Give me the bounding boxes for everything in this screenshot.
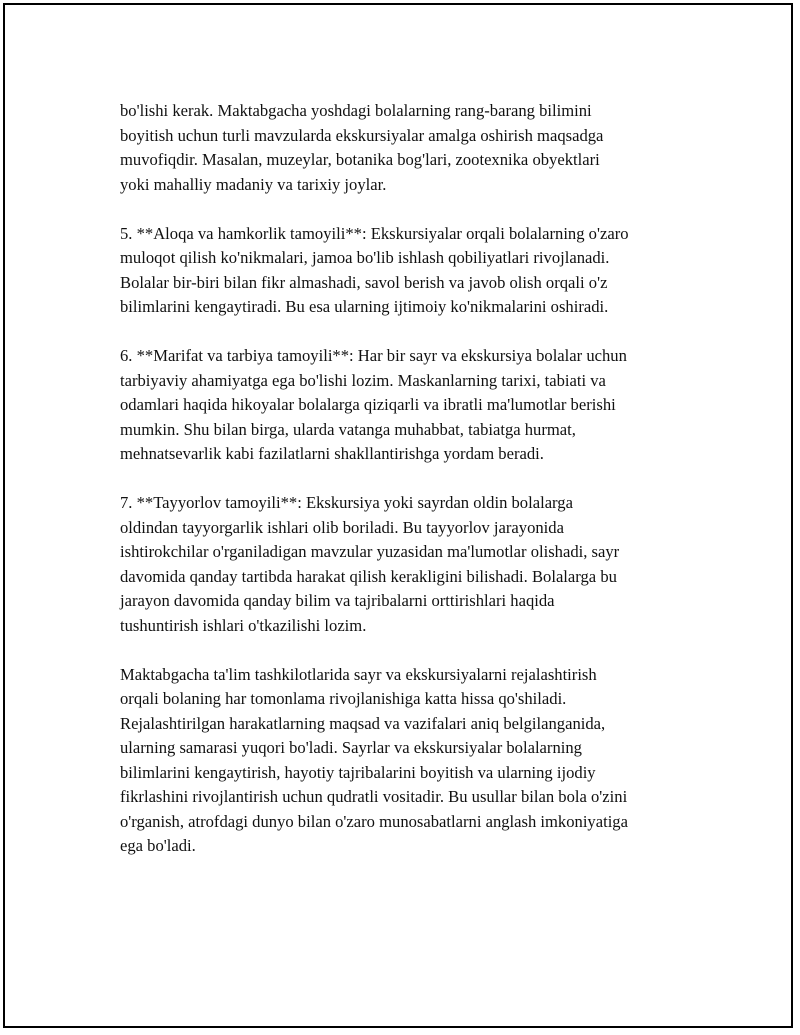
text-line: mehnatsevarlik kabi fazilatlarni shakllantirishga yordam beradi. (120, 444, 544, 463)
text-line: ega bo'ladi. (120, 836, 196, 855)
text-line: jarayon davomida qanday bilim va tajribalarni orttirishlari haqida (120, 591, 555, 610)
text-line: ularning samarasi yuqori bo'ladi. Sayrlar va ekskursiyalar bolalarning (120, 738, 582, 757)
text-line: orqali bolaning har tomonlama rivojlanishiga katta hissa qo'shiladi. (120, 689, 567, 708)
text-line: 5. **Aloqa va hamkorlik tamoyili**: Ekskursiyalar orqali bolalarning o'zaro (120, 223, 629, 243)
document-page (3, 3, 793, 1028)
text-line: odamlari haqida hikoyalar bolalarga qiziqarli va ibratli ma'lumotlar berishi (120, 395, 616, 414)
text-line: 6. **Marifat va tarbiya tamoyili**: Har bir sayr va ekskursiya bolalar uchun (120, 346, 627, 365)
text-line: bilimlarini kengaytiradi. Bu esa ularning ijtimoiy ko'nikmalarini oshiradi. (120, 297, 609, 316)
document-body (120, 99, 700, 883)
text-line: bo'lishi kerak. Maktabgacha yoshdagi bolalarning rang-barang bilimini (120, 101, 592, 120)
text-line: oldindan tayyorgarlik ishlari olib boriladi. Bu tayyorlov jarayonida (120, 517, 564, 537)
text-line: yoki mahalliy madaniy va tarixiy joylar. (120, 174, 387, 194)
text-line: davomida qanday tartibda harakat qilish kerakligini bilishadi. Bolalarga bu (120, 566, 617, 586)
text-line: Bolalar bir-biri bilan fikr almashadi, savol berish va javob olish orqali o'z (120, 272, 608, 292)
text-line: tarbiyaviy ahamiyatga ega bo'lishi lozim. Maskanlarning tarixi, tabiati va (120, 370, 606, 390)
text-line: Maktabgacha ta'lim tashkilotlarida sayr va ekskursiyalarni rejalashtirish (120, 664, 597, 684)
text-line: fikrlashini rivojlantirish uchun qudratli vositadir. Bu usullar bilan bola o'zini (120, 787, 628, 806)
text-line: o'rganish, atrofdagi dunyo bilan o'zaro munosabatlarni anglash imkoniyatiga (120, 811, 628, 831)
paragraph-continuation (120, 99, 700, 197)
text-line: tushuntirish ishlari o'tkazilishi lozim. (120, 615, 367, 635)
text-line: muvofiqdir. Masalan, muzeylar, botanika bog'lari, zootexnika obyektlari (120, 150, 600, 169)
paragraph-item-5 (120, 222, 700, 320)
paragraph-conclusion (120, 663, 700, 859)
paragraph-item-7 (120, 491, 700, 638)
text-line: boyitish uchun turli mavzularda ekskursiyalar amalga oshirish maqsadga (120, 125, 604, 145)
text-line: Rejalashtirilgan harakatlarning maqsad va vazifalari aniq belgilanganida, (120, 713, 606, 733)
text-line: bilimlarini kengaytirish, hayotiy tajribalarini boyitish va ularning ijodiy (120, 762, 596, 782)
paragraph-item-6 (120, 344, 700, 467)
text-line: mumkin. Shu bilan birga, ularda vatanga muhabbat, tabiatga hurmat, (120, 419, 576, 439)
text-line: muloqot qilish ko'nikmalari, jamoa bo'lib ishlash qobiliyatlari rivojlanadi. (120, 248, 610, 267)
text-line: 7. **Tayyorlov tamoyili**: Ekskursiya yoki sayrdan oldin bolalarga (120, 493, 573, 512)
text-line: ishtirokchilar o'rganiladigan mavzular yuzasidan ma'lumotlar olishadi, sayr (120, 542, 620, 561)
